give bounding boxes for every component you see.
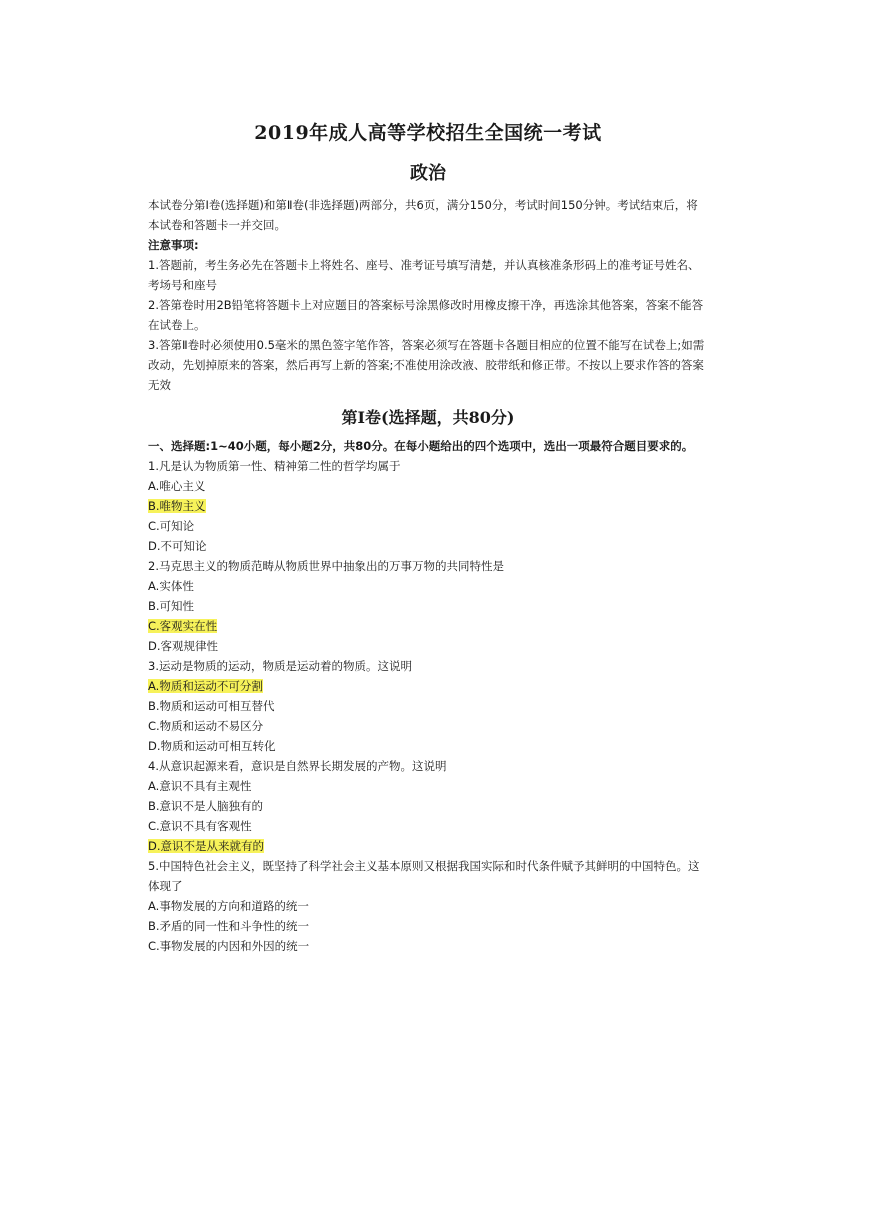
- exam-title: 2019年成人高等学校招生全国统一考试: [254, 122, 602, 144]
- option-a: A.实体性: [148, 579, 194, 593]
- option-a: A.唯心主义: [148, 479, 206, 493]
- question-stem: 4.从意识起源来看，意识是自然界长期发展的产物。这说明: [148, 759, 447, 773]
- option-b: B.可知性: [148, 599, 195, 613]
- option-b: B.物质和运动可相互替代: [148, 699, 275, 713]
- option-c: C.事物发展的内因和外因的统一: [148, 939, 310, 953]
- question-2: [148, 556, 708, 656]
- exam-page: [148, 118, 708, 956]
- option-d-highlighted: D.意识不是从来就有的: [148, 839, 265, 853]
- note-item-1: 1.答题前，考生务必先在答题卡上将姓名、座号、准考证号填写清楚，并认真核准条形码上的准考证号姓名、考场号和座号: [148, 258, 700, 292]
- question-stem: 1.凡是认为物质第一性、精神第二性的哲学均属于: [148, 459, 401, 473]
- question-4: [148, 756, 708, 856]
- option-b-highlighted: B.唯物主义: [148, 499, 206, 513]
- option-d: D.物质和运动可相互转化: [148, 739, 276, 753]
- section-title: 第Ⅰ卷(选择题，共80分): [341, 408, 515, 427]
- option-c-highlighted: C.客观实在性: [148, 619, 218, 633]
- question-stem: 3.运动是物质的运动，物质是运动着的物质。这说明: [148, 659, 412, 673]
- question-stem: 5.中国特色社会主义，既坚持了科学社会主义基本原则又根据我国实际和时代条件赋予其鲜明的中国特色。这体现了: [148, 859, 700, 893]
- section-instruction: 一、选择题:1~40小题，每小题2分，共80分。在每小题给出的四个选项中，选出一项最符合题目要求的。: [148, 439, 694, 453]
- option-b: B.矛盾的同一性和斗争性的统一: [148, 919, 310, 933]
- question-5: [148, 856, 708, 956]
- option-d: D.不可知论: [148, 539, 207, 553]
- option-c: C.可知论: [148, 519, 195, 533]
- option-a: A.事物发展的方向和道路的统一: [148, 899, 309, 913]
- notes-heading: 注意事项:: [148, 238, 199, 252]
- option-a: A.意识不具有主观性: [148, 779, 252, 793]
- option-b: B.意识不是人脑独有的: [148, 799, 264, 813]
- question-1: [148, 456, 708, 556]
- option-d: D.客观规律性: [148, 639, 219, 653]
- option-c: C.物质和运动不易区分: [148, 719, 264, 733]
- note-item-2: 2.答第卷时用2B铅笔将答题卡上对应题目的答案标号涂黑修改时用橡皮擦干净，再选涂其他答案，答案不能答在试卷上。: [148, 298, 704, 332]
- note-item-3: 3.答第Ⅱ卷时必须使用0.5毫米的黑色签字笔作答，答案必须写在答题卡各题目相应的位置不能写在试卷上;如需改动，先划掉原来的答案，然后再写上新的答案;不准使用涂改液、胶带纸和修正带。不按以上要求作答的答案无效: [148, 338, 705, 392]
- question-3: [148, 656, 708, 756]
- option-c: C.意识不具有客观性: [148, 819, 252, 833]
- option-a-highlighted: A.物质和运动不可分割: [148, 679, 263, 693]
- exam-subject: 政治: [410, 163, 446, 184]
- question-stem: 2.马克思主义的物质范畴从物质世界中抽象出的万事万物的共同特性是: [148, 559, 504, 573]
- intro-paragraph: 本试卷分第Ⅰ卷(选择题)和第Ⅱ卷(非选择题)两部分，共6页，满分150分，考试时间150分钟。考试结束后，将本试卷和答题卡一并交回。: [148, 198, 698, 232]
